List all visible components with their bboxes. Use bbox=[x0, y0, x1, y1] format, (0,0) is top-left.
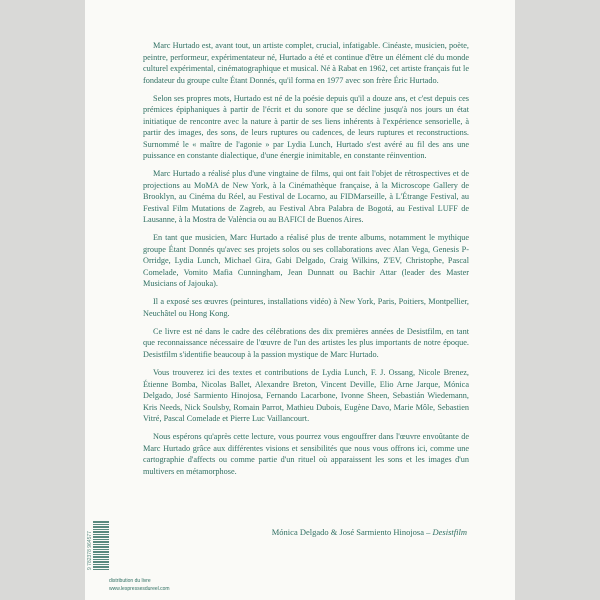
back-cover-page bbox=[85, 0, 515, 600]
paragraph: Nous espérons qu'après cette lecture, vous pourrez vous engouffrer dans l'œuvre envoûtante de Marc Hurtado grâce aux différentes visions et sensibilités que nous vous offrons ici, comme une cartographie d'affects ou comme partie d'un rituel où apparaissent les sons et les images d'un multivers en métamorphose. bbox=[143, 432, 469, 476]
signature-publication: Desistfilm bbox=[432, 527, 467, 537]
paragraph: Marc Hurtado a réalisé plus d'une vingtaine de films, qui ont fait l'objet de rétrospectives et de projections au MoMA de New York, à la Cinémathèque française, à la Microscope Gallery de Brooklyn, au Cinéma du Réel, au Festival de Locarno, au FIDMarseille, à L'Étrange Festival, au Festival Film Mutations de Zagreb, au Festival Abra Palabra de Bogotá, au Festival LUFF de Lausanne, à la Mostra de València ou au BAFICI de Buenos Aires. bbox=[143, 169, 469, 225]
isbn-number: 9 782378 964577 bbox=[87, 531, 93, 570]
paragraph: Il a exposé ses œuvres (peintures, installations vidéo) à New York, Paris, Poitiers, Montpellier, Neuchâtel ou Hong Kong. bbox=[143, 297, 469, 318]
footer-url: www.lespressesdureel.com bbox=[109, 586, 170, 592]
paragraph: En tant que musicien, Marc Hurtado a réalisé plus de trente albums, notamment le mythique groupe Étant Donnés qu'avec ses projets solos ou ses collaborations avec Alan Vega, Genesis P-Orridge, Lydia Lunch, Michael Gira, Gabi Delgado, Craig Wilkins, Z'EV, Christophe, Pascal Comelade, Vomito Mafia Cunningham, Jean Dunnatt ou Bachir Attar (leader des Master Musicians of Jajouka). bbox=[143, 233, 469, 289]
signature bbox=[272, 527, 467, 537]
paragraph: Ce livre est né dans le cadre des célébrations des dix premières années de Desistfilm, en tant que reconnaissance nécessaire de l'œuvre de l'un des artistes les plus importants de notre époque. Desistfilm s'identifie beaucoup à la passion mystique de Marc Hurtado. bbox=[143, 326, 469, 359]
barcode-image bbox=[93, 520, 109, 570]
signature-names: Mónica Delgado & José Sarmiento Hinojosa – bbox=[271, 527, 433, 537]
paragraph: Selon ses propres mots, Hurtado est né de la poésie depuis qu'il a douze ans, et c'est depuis ces prémices épiphaniques à partir de l'écrit et du sonore que se décline jusqu'à nos jours un état initiatique de rencontre avec la nature à partir de ses liens inhérents à l'expérience sensorielle, à partir des images, des sons, de leurs ruptures ou cadences, de leurs ruptures et reconstructions. Surnommé le « maître de l'agonie » par Lydia Lunch, Hurtado s'est avéré au fil des ans une puissance en constante dialectique, d'une énergie inimitable, en constante réinvention. bbox=[143, 93, 469, 161]
body-text bbox=[143, 40, 469, 484]
footer-distribution: distribution du livre bbox=[109, 578, 151, 584]
paragraph: Marc Hurtado est, avant tout, un artiste complet, crucial, infatigable. Cinéaste, musicien, poète, peintre, performeur, expérimentateur né, Hurtado a été et continue d'être un élément clé du monde culturel expérimental, cinématographique et musical. Né à Rabat en 1962, cet artiste français fut le fondateur du groupe culte Étant Donnés, qu'il forma en 1977 avec son frère Éric Hurtado. bbox=[143, 41, 469, 85]
paragraph: Vous trouverez ici des textes et contributions de Lydia Lunch, F. J. Ossang, Nicole Brenez, Étienne Bomba, Nicolas Ballet, Alexandre Breton, Vincent Deville, Elio Arne Jarque, Mónica Delgado, José Sarmiento Hinojosa, Fernando Lacarbone, Ivonne Sheen, Sebastián Wiedemann, Kris Needs, Nick Soulsby, Romain Parrot, Mathieu Dubois, Eugène Davo, Marie Môle, Sebastien Vitré, Pascal Comelade et Pierre Luc Vaillancourt. bbox=[143, 368, 469, 424]
